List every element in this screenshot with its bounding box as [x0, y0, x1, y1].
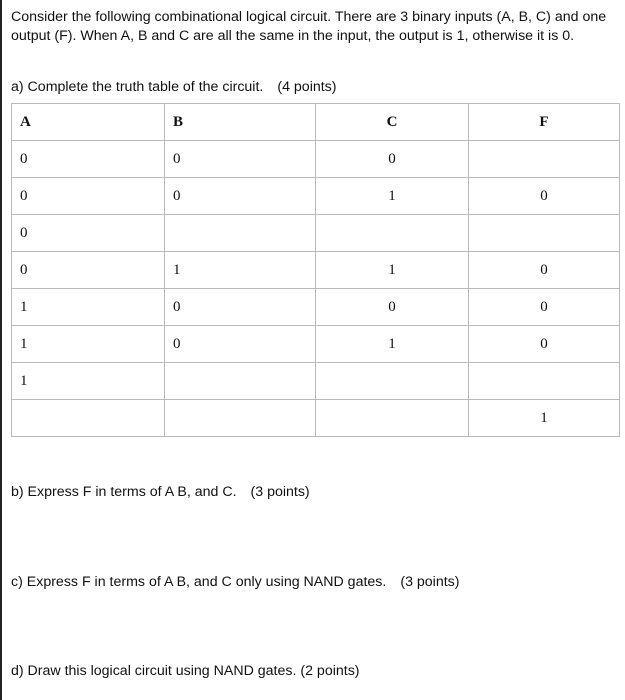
part-b-text: b) Express F in terms of A B, and C. — [11, 484, 237, 500]
question-intro: Consider the following combinational logical circuit. There are 3 binary inputs (A, B, C) and one output (F). When A, B and C are all the same in the input, the output is 1, otherwise it is 0. — [11, 9, 607, 44]
cell-a: 1 — [12, 363, 165, 400]
cell-b: 0 — [165, 178, 316, 215]
table-row — [12, 326, 620, 363]
cell-b: 1 — [165, 252, 316, 289]
table-row — [12, 363, 620, 400]
cell-c — [316, 363, 469, 400]
cell-b: 0 — [165, 326, 316, 363]
table-row — [12, 252, 620, 289]
cell-b — [165, 400, 316, 437]
part-b-prompt — [11, 484, 310, 500]
header-b: B — [165, 104, 316, 141]
table-row — [12, 178, 620, 215]
cell-f: 0 — [469, 178, 620, 215]
part-c-points: (3 points) — [400, 574, 460, 590]
cell-f — [469, 141, 620, 178]
cell-c: 0 — [316, 141, 469, 178]
table-row — [12, 289, 620, 326]
cell-f: 0 — [469, 326, 620, 363]
cell-a: 1 — [12, 289, 165, 326]
cell-b — [165, 215, 316, 252]
cell-a — [12, 400, 165, 437]
header-c: C — [316, 104, 469, 141]
table-row — [12, 215, 620, 252]
part-c-text: c) Express F in terms of A B, and C only using NAND gates. — [11, 574, 387, 590]
header-f: F — [469, 104, 620, 141]
cell-f — [469, 215, 620, 252]
cell-f: 1 — [469, 400, 620, 437]
cell-c: 1 — [316, 326, 469, 363]
part-b-points: (3 points) — [250, 484, 310, 500]
cell-a: 1 — [12, 326, 165, 363]
cell-f — [469, 363, 620, 400]
truth-table — [11, 103, 620, 437]
cell-f: 0 — [469, 289, 620, 326]
part-a-text: a) Complete the truth table of the circuit. — [11, 79, 264, 95]
cell-f: 0 — [469, 252, 620, 289]
part-d-text: d) Draw this logical circuit using NAND gates. (2 points) — [11, 663, 360, 679]
cell-a: 0 — [12, 178, 165, 215]
cell-c: 0 — [316, 289, 469, 326]
cell-a: 0 — [12, 141, 165, 178]
cell-c — [316, 215, 469, 252]
table-row — [12, 400, 620, 437]
cell-b: 0 — [165, 141, 316, 178]
part-c-prompt — [11, 574, 459, 590]
cell-c — [316, 400, 469, 437]
table-row — [12, 141, 620, 178]
part-a-prompt — [11, 79, 337, 95]
cell-a: 0 — [12, 252, 165, 289]
cell-b — [165, 363, 316, 400]
cell-c: 1 — [316, 252, 469, 289]
header-a: A — [12, 104, 165, 141]
truth-table-header-row — [12, 104, 620, 141]
part-d-prompt — [11, 663, 360, 679]
cell-a: 0 — [12, 215, 165, 252]
cell-b: 0 — [165, 289, 316, 326]
cell-c: 1 — [316, 178, 469, 215]
part-a-points: (4 points) — [277, 79, 337, 95]
